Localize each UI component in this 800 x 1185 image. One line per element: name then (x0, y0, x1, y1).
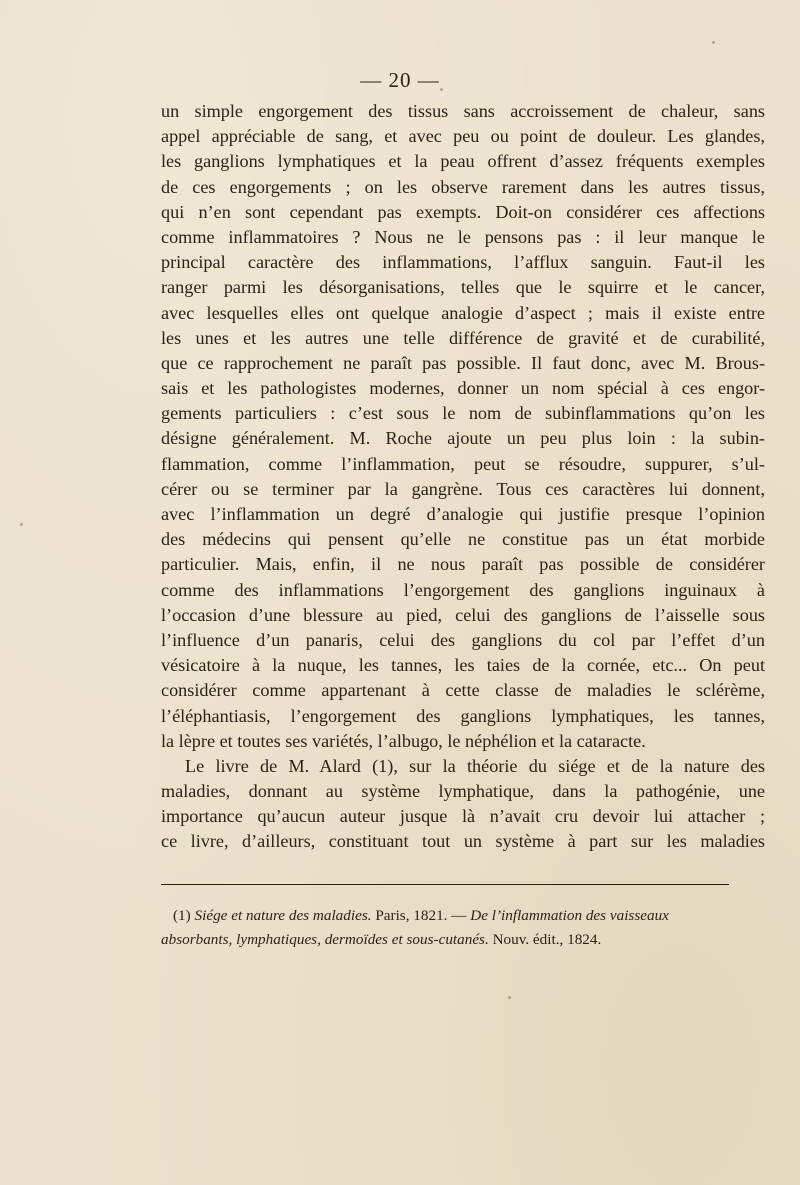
text-line: principal caractère des inflammations, l’afflux sanguin. Faut-il les (161, 252, 765, 273)
text-line: avec lesquelles elles ont quelque analogie d’aspect ; mais il existe entre (161, 302, 765, 323)
text-line: qui n’en sont cependant pas exempts. Doit-on considérer ces affections (161, 201, 765, 222)
text-line: l’éléphantiasis, l’engorgement des ganglions lymphatiques, les tannes, (161, 705, 765, 726)
text-line: vésicatoire à la nuque, les tannes, les taies de la cornée, etc... On peut (161, 655, 765, 676)
footnote-divider (161, 884, 729, 885)
footnote-marker: (1) (173, 907, 191, 924)
text-line: les ganglions lymphatiques et la peau offrent d’assez fréquents exemples (161, 151, 765, 172)
footnote-edition: Nouv. édit., 1824. (488, 931, 602, 948)
text-line: maladies, donnant au système lymphatique, dans la pathogénie, une (161, 781, 765, 802)
footnote-title: Siége et nature des maladies. (194, 907, 372, 924)
text-line: cérer ou se terminer par la gangrène. Tous ces caractères lui donnent, (161, 478, 765, 499)
text-line: gements particuliers : c’est sous le nom de subinflammations qu’on les (161, 403, 765, 424)
text-line: Le livre de M. Alard (1), sur la théorie du siége et de la nature des (185, 755, 765, 776)
text-line: que ce rapprochement ne paraît pas possible. Il faut donc, avec M. Brous- (161, 352, 765, 373)
text-line: les unes et les autres une telle différence de gravité et de curabilité, (161, 327, 765, 348)
text-line: l’occasion d’une blessure au pied, celui des ganglions de l’aisselle sous (161, 604, 765, 625)
text-line: l’influence d’un panaris, celui des ganglions du col par l’effet d’un (161, 629, 765, 650)
text-line: la lèpre et toutes ses variétés, l’albugo, le néphélion et la cataracte. (161, 730, 646, 751)
text-line: ranger parmi les désorganisations, telles que le squirre et le cancer, (161, 277, 765, 298)
text-line: considérer comme appartenant à cette classe de maladies le sclérème, (161, 680, 765, 701)
text-line: flammation, comme l’inflammation, peut se résoudre, suppurer, s’ul- (161, 453, 765, 474)
text-line: importance qu’aucun auteur jusque là n’avait cru devoir lui attacher ; (161, 806, 765, 827)
footnote-place-date: Paris, 1821. — (371, 907, 471, 924)
text-line: sais et les pathologistes modernes, donner un nom spécial à ces engor- (161, 378, 765, 399)
text-line: comme inflammatoires ? Nous ne le pensons pas : il leur manque le (161, 226, 765, 247)
text-line: de ces engorgements ; on les observe rarement dans les autres tissus, (161, 176, 765, 197)
footnote-line (161, 904, 765, 928)
text-line: des médecins qui pensent qu’elle ne constitue pas un état morbide (161, 529, 765, 550)
paper-speck (440, 88, 443, 91)
paper-speck (733, 141, 736, 144)
footnote-line (161, 928, 765, 952)
footnote-title: absorbants, lymphatiques, dermoïdes et sous-cutanés. (161, 931, 489, 948)
text-line: appel appréciable de sang, et avec peu ou point de douleur. Les glandes, (161, 126, 765, 147)
page-number: — 20 — (360, 68, 440, 92)
body-text (161, 99, 765, 855)
text-line: avec l’inflammation un degré d’analogie qui justifie presque l’opinion (161, 504, 765, 524)
text-line: désigne généralement. M. Roche ajoute un peu plus loin : la subin- (161, 428, 765, 449)
text-line: comme des inflammations l’engorgement des ganglions inguinaux à (161, 579, 765, 600)
paper-speck (712, 41, 715, 44)
text-line: ce livre, d’ailleurs, constituant tout un système à part sur les maladies (161, 831, 765, 852)
footnote-title: De l’inflammation des vaisseaux (470, 907, 669, 924)
paper-speck (20, 523, 23, 526)
text-line: un simple engorgement des tissus sans accroissement de chaleur, sans (161, 101, 765, 121)
paper-speck (508, 996, 511, 999)
text-line: particulier. Mais, enfin, il ne nous paraît pas possible de considérer (161, 554, 765, 575)
footnote (161, 904, 765, 952)
